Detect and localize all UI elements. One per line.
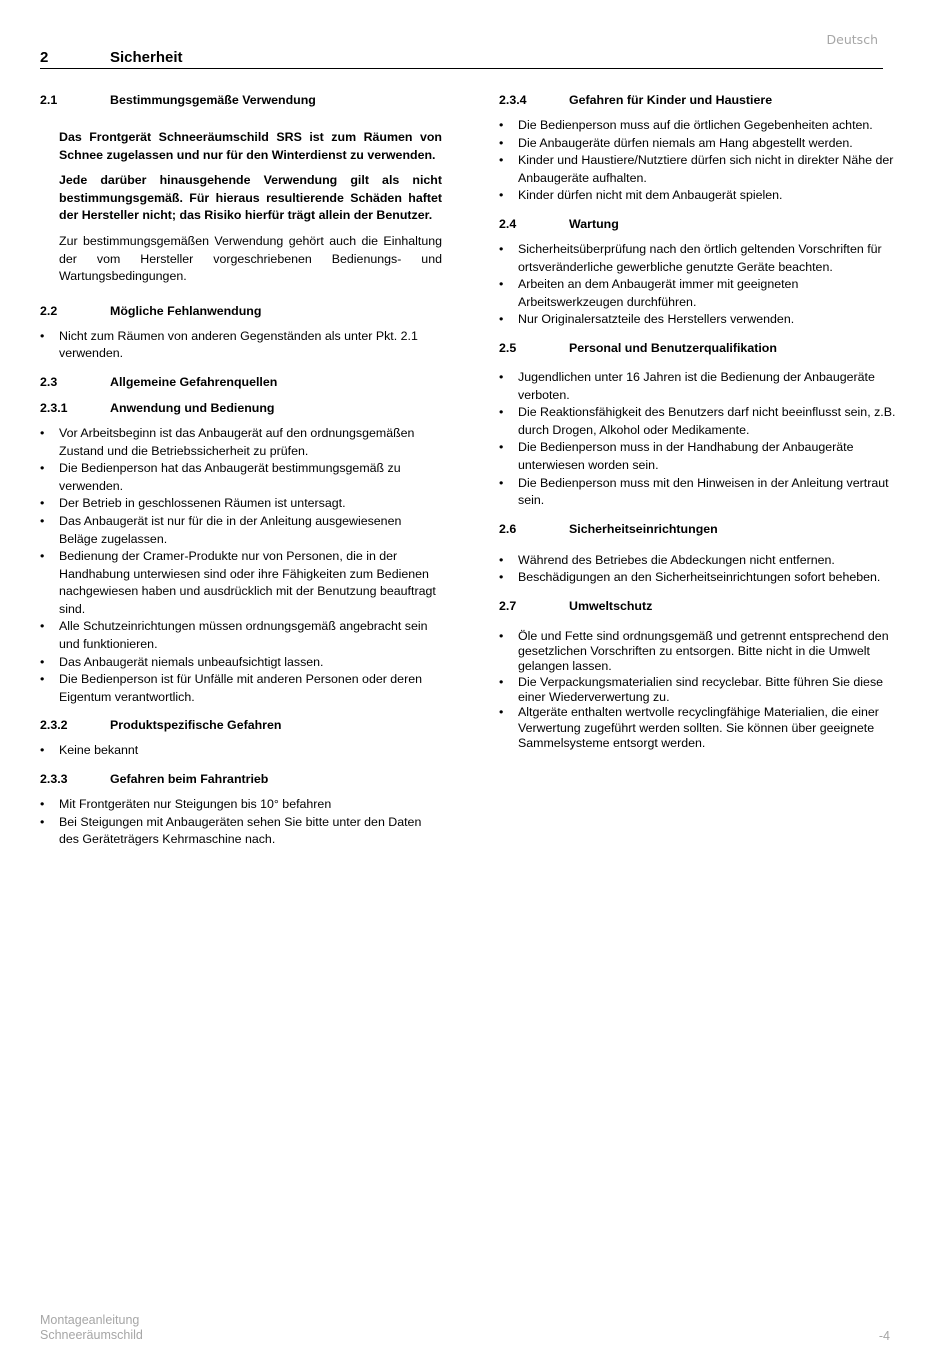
section-number: 2.4 xyxy=(499,216,517,231)
section-title: Wartung xyxy=(569,216,619,231)
section-heading-2-2 xyxy=(40,302,442,320)
list-item: • Arbeiten an dem Anbaugerät immer mit geeigneten Arbeitswerkzeugen durchführen. xyxy=(499,276,901,311)
list-item: • Altgeräte enthalten wertvolle recyclingfähige Materialien, die einer Verwertung zugeführt werden sollten. Sie können über geeignete Sammelsysteme entsorgt werden. xyxy=(499,705,901,751)
language-label: Deutsch xyxy=(826,32,878,47)
bullet-list xyxy=(499,552,901,587)
section-number: 2.1 xyxy=(40,93,58,107)
list-item: • Während des Betriebes die Abdeckungen nicht entfernen. xyxy=(499,552,901,570)
section-number: 2.7 xyxy=(499,598,517,613)
section-title: Allgemeine Gefahrenquellen xyxy=(110,374,278,389)
paragraph: Jede darüber hinausgehende Verwendung gilt als nicht bestimmungsgemäß. Für hieraus resultierende Schäden haftet der Hersteller nicht; das Risiko hierfür trägt allein der Benutzer. xyxy=(59,173,442,223)
chapter-title: Sicherheit xyxy=(110,49,183,66)
section-heading-2-1 xyxy=(40,91,442,109)
list-item: • Nur Originalersatzteile des Herstellers verwenden. xyxy=(499,311,901,329)
section-heading-2-3-3 xyxy=(40,770,442,788)
right-column xyxy=(499,91,901,761)
section-title: Sicherheitseinrichtungen xyxy=(569,521,718,536)
list-item: • Das Anbaugerät niemals unbeaufsichtigt lassen. xyxy=(40,654,442,672)
section-heading-2-3 xyxy=(40,373,442,391)
list-item: • Der Betrieb in geschlossenen Räumen ist untersagt. xyxy=(40,495,442,513)
section-title: Produktspezifische Gefahren xyxy=(110,718,282,733)
list-item: • Die Bedienperson hat das Anbaugerät bestimmungsgemäß zu verwenden. xyxy=(40,460,442,495)
section-number: 2.3.2 xyxy=(40,718,68,733)
section-heading-2-3-2 xyxy=(40,716,442,734)
section-number: 2.5 xyxy=(499,340,517,355)
list-item: • Die Bedienperson ist für Unfälle mit anderen Personen oder deren Eigentum verantwortlich. xyxy=(40,671,442,706)
list-item: • Die Anbaugeräte dürfen niemals am Hang abgestellt werden. xyxy=(499,135,901,153)
list-item: • Die Verpackungsmaterialien sind recyclebar. Bitte führen Sie diese einer Wiederverwertung zu. xyxy=(499,675,901,706)
list-item: • Bedienung der Cramer-Produkte nur von Personen, die in der Handhabung unterwiesen sind oder ihre Fähigkeiten zum Bedienen nachgewiesen haben und ausdrücklich mit der Benutzung beauftragt sind. xyxy=(40,548,442,618)
chapter-number: 2 xyxy=(40,49,49,66)
list-item: • Sicherheitsüberprüfung nach den örtlich geltenden Vorschriften für ortsveränderliche gewerbliche genutzte Geräte beachten. xyxy=(499,241,901,276)
bullet-list xyxy=(40,742,442,760)
list-item: • Bei Steigungen mit Anbaugeräten sehen Sie bitte unter den Daten des Geräteträgers Kehrmaschine nach. xyxy=(40,814,442,849)
list-item: • Öle und Fette sind ordnungsgemäß und getrennt entsprechend den gesetzlichen Vorschriften zu entsorgen. Bitte nicht in die Umwelt gelangen lassen. xyxy=(499,629,901,675)
left-column xyxy=(40,91,442,859)
list-item: • Das Anbaugerät ist nur für die in der Anleitung ausgewiesenen Beläge zugelassen. xyxy=(40,513,442,548)
paragraph: Das Frontgerät Schneeräumschild SRS ist zum Räumen von Schnee zugelassen und nur für den Winterdienst zu verwenden. xyxy=(59,130,442,162)
list-item: • Beschädigungen an den Sicherheitseinrichtungen sofort beheben. xyxy=(499,569,901,587)
section-title: Anwendung und Bedienung xyxy=(110,400,275,415)
page-number: -4 xyxy=(878,1329,890,1343)
footer-product: Schneeräumschild xyxy=(40,1327,143,1342)
section-title: Bestimmungsgemäße Verwendung xyxy=(110,93,316,107)
footer-doc-type: Montageanleitung xyxy=(40,1313,140,1327)
bullet-list xyxy=(499,629,901,751)
list-item: • Alle Schutzeinrichtungen müssen ordnungsgemäß angebracht sein und funktionieren. xyxy=(40,618,442,653)
section-heading-2-5 xyxy=(499,339,901,357)
bullet-list xyxy=(40,425,442,707)
chapter-heading xyxy=(40,48,883,69)
section-number: 2.3.1 xyxy=(40,400,68,415)
section-number: 2.3.3 xyxy=(40,772,68,787)
bullet-list xyxy=(40,796,442,849)
section-title: Gefahren beim Fahrantrieb xyxy=(110,772,269,787)
bullet-list xyxy=(499,117,901,205)
list-item: • Vor Arbeitsbeginn ist das Anbaugerät auf den ordnungsgemäßen Zustand und die Betriebssicherheit zu prüfen. xyxy=(40,425,442,460)
list-item: • Kinder dürfen nicht mit dem Anbaugerät spielen. xyxy=(499,187,901,205)
bullet-list xyxy=(499,241,901,329)
list-item: • Jugendlichen unter 16 Jahren ist die Bedienung der Anbaugeräte verboten. xyxy=(499,369,901,404)
section-number: 2.3.4 xyxy=(499,93,527,107)
bullet-list xyxy=(40,328,442,363)
footer xyxy=(40,1313,143,1342)
section-number: 2.3 xyxy=(40,374,58,389)
list-item: • Die Bedienperson muss in der Handhabung der Anbaugeräte unterwiesen worden sein. xyxy=(499,439,901,474)
list-item: • Die Reaktionsfähigkeit des Benutzers darf nicht beeinflusst sein, z.B. durch Drogen, Alkohol oder Medikamente. xyxy=(499,404,901,439)
list-item: • Mit Frontgeräten nur Steigungen bis 10° befahren xyxy=(40,796,442,814)
section-number: 2.2 xyxy=(40,303,58,318)
section-title: Gefahren für Kinder und Haustiere xyxy=(569,93,773,107)
section-heading-2-3-4 xyxy=(499,91,901,109)
section-title: Mögliche Fehlanwendung xyxy=(110,303,262,318)
section-heading-2-6 xyxy=(499,520,901,538)
section-heading-2-3-1 xyxy=(40,399,442,417)
list-item: • Kinder und Haustiere/Nutztiere dürfen sich nicht in direkter Nähe der Anbaugeräte aufhalten. xyxy=(499,152,901,187)
list-item: • Die Bedienperson muss auf die örtlichen Gegebenheiten achten. xyxy=(499,117,901,135)
bullet-list xyxy=(499,369,901,510)
section-heading-2-7 xyxy=(499,597,901,615)
section-heading-2-4 xyxy=(499,215,901,233)
section-title: Umweltschutz xyxy=(569,598,653,613)
section-number: 2.6 xyxy=(499,521,517,536)
list-item: • Keine bekannt xyxy=(40,742,442,760)
list-item: • Nicht zum Räumen von anderen Gegenständen als unter Pkt. 2.1 verwenden. xyxy=(40,328,442,363)
section-title: Personal und Benutzerqualifikation xyxy=(569,340,777,355)
paragraph: Zur bestimmungsgemäßen Verwendung gehört auch die Einhaltung der vom Hersteller vorgeschriebenen Bedienungs- und Wartungsbedingungen. xyxy=(59,233,442,284)
list-item: • Die Bedienperson muss mit den Hinweisen in der Anleitung vertraut sein. xyxy=(499,475,901,510)
